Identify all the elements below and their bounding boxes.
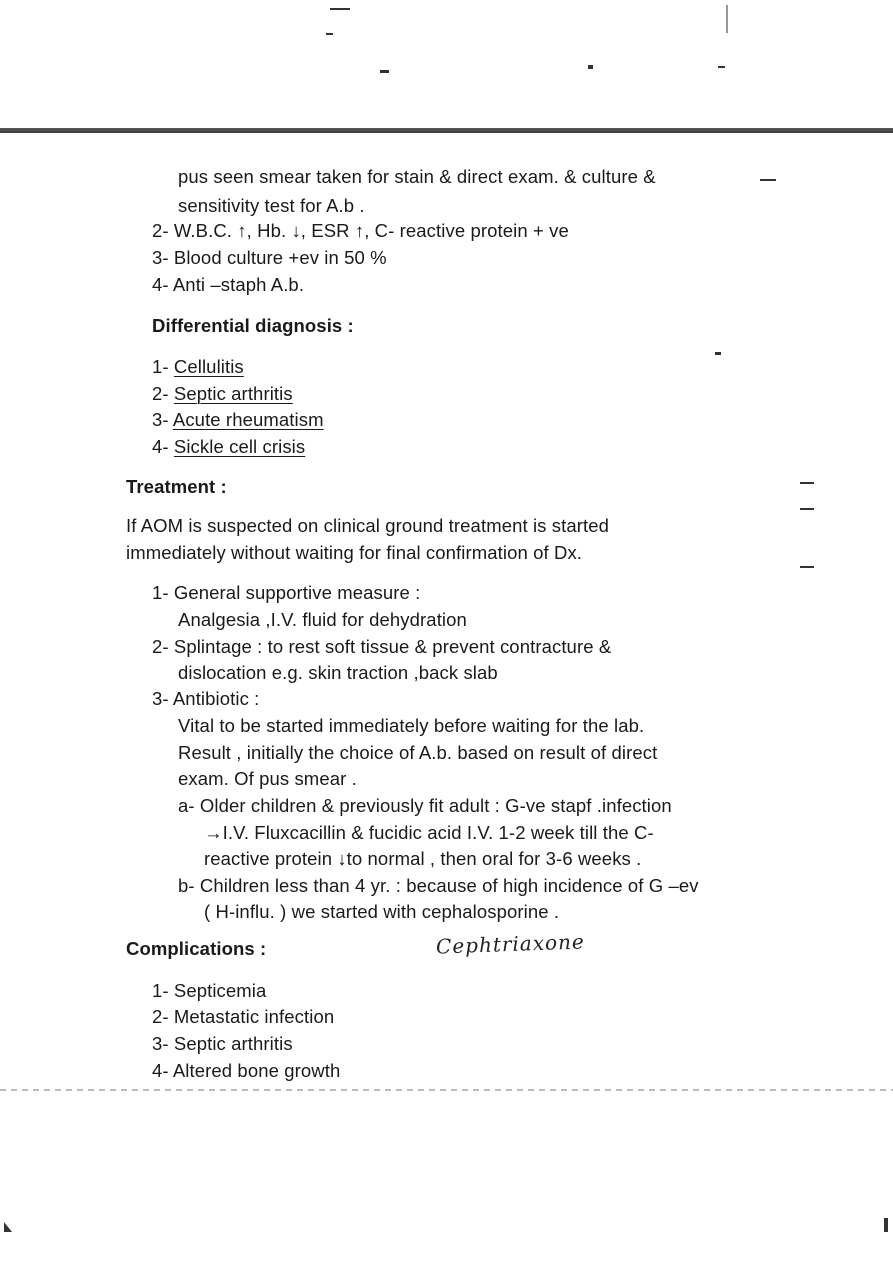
treatment-item-1: 1- General supportive measure :	[152, 582, 421, 603]
treatment-intro-line-2: immediately without waiting for final confirmation of Dx.	[126, 542, 583, 563]
scan-speck	[588, 65, 593, 69]
treatment-subitem-b-line-1: b- Children less than 4 yr. : because of high incidence of G –ev	[178, 875, 699, 896]
scan-speck	[380, 70, 389, 73]
investigation-item-3: 3- Blood culture +ev in 50 %	[152, 247, 387, 268]
differential-item	[152, 356, 244, 378]
differential-label: Septic arthritis	[173, 383, 293, 404]
scan-top-rule	[0, 128, 893, 133]
complication-item-4: 4- Altered bone growth	[152, 1060, 341, 1081]
scan-speck	[800, 482, 814, 484]
investigation-text-line-2: sensitivity test for A.b .	[178, 195, 365, 216]
scan-speck	[330, 8, 350, 10]
scan-speck	[715, 352, 721, 355]
treatment-subitem-a-line-3: reactive protein ↓to normal , then oral for 3-6 weeks .	[204, 848, 642, 869]
scan-speck	[726, 5, 728, 33]
complication-item-2: 2- Metastatic infection	[152, 1006, 335, 1027]
treatment-subitem-b-line-2: ( H-influ. ) we started with cephalosporine .	[204, 901, 560, 922]
scan-speck	[760, 179, 776, 181]
treatment-intro-line-1: If AOM is suspected on clinical ground treatment is started	[126, 515, 610, 536]
scan-bottom-rule	[0, 1089, 893, 1091]
treatment-subitem-a-line-2: →I.V. Fluxcacillin & fucidic acid I.V. 1-2 week till the C-	[204, 822, 654, 843]
scan-speck	[884, 1218, 888, 1232]
differential-number: 1-	[152, 356, 169, 377]
differential-label: Cellulitis	[173, 356, 244, 377]
treatment-item-2-detail: dislocation e.g. skin traction ,back slab	[178, 662, 498, 683]
differential-label: Acute rheumatism	[172, 409, 324, 430]
differential-label: Sickle cell crisis	[173, 436, 306, 457]
treatment-item-3-line-3: exam. Of pus smear .	[178, 768, 357, 789]
scan-speck	[4, 1222, 12, 1232]
differential-number: 4-	[152, 436, 169, 457]
treatment-item-2: 2- Splintage : to rest soft tissue & prevent contracture &	[152, 636, 612, 657]
differential-heading: Differential diagnosis :	[152, 315, 354, 336]
complications-heading: Complications :	[126, 938, 267, 959]
treatment-subitem-a-line-1: a- Older children & previously fit adult : G-ve stapf .infection	[178, 795, 672, 816]
treatment-item-1-detail: Analgesia ,I.V. fluid for dehydration	[178, 609, 467, 630]
complication-item-3: 3- Septic arthritis	[152, 1033, 293, 1054]
complication-item-1: 1- Septicemia	[152, 980, 267, 1001]
treatment-heading: Treatment :	[126, 476, 227, 497]
differential-number: 2-	[152, 383, 169, 404]
scan-speck	[800, 566, 814, 568]
treatment-item-3-line-2: Result , initially the choice of A.b. based on result of direct	[178, 742, 658, 763]
treatment-item-3-line-1: Vital to be started immediately before waiting for the lab.	[178, 715, 645, 736]
scan-speck	[800, 508, 814, 510]
investigation-item-4: 4- Anti –staph A.b.	[152, 274, 305, 295]
differential-item	[152, 436, 305, 458]
scan-speck	[326, 33, 333, 35]
treatment-item-3: 3- Antibiotic :	[152, 688, 260, 709]
differential-number: 3-	[152, 409, 169, 430]
handwritten-note: Cephtriaxone	[435, 929, 586, 959]
scan-speck	[718, 66, 725, 68]
investigation-item-2: 2- W.B.C. ↑, Hb. ↓, ESR ↑, C- reactive protein + ve	[152, 220, 569, 241]
investigation-text-line-1: pus seen smear taken for stain & direct exam. & culture &	[178, 166, 656, 187]
differential-item	[152, 409, 324, 431]
differential-item	[152, 383, 293, 405]
